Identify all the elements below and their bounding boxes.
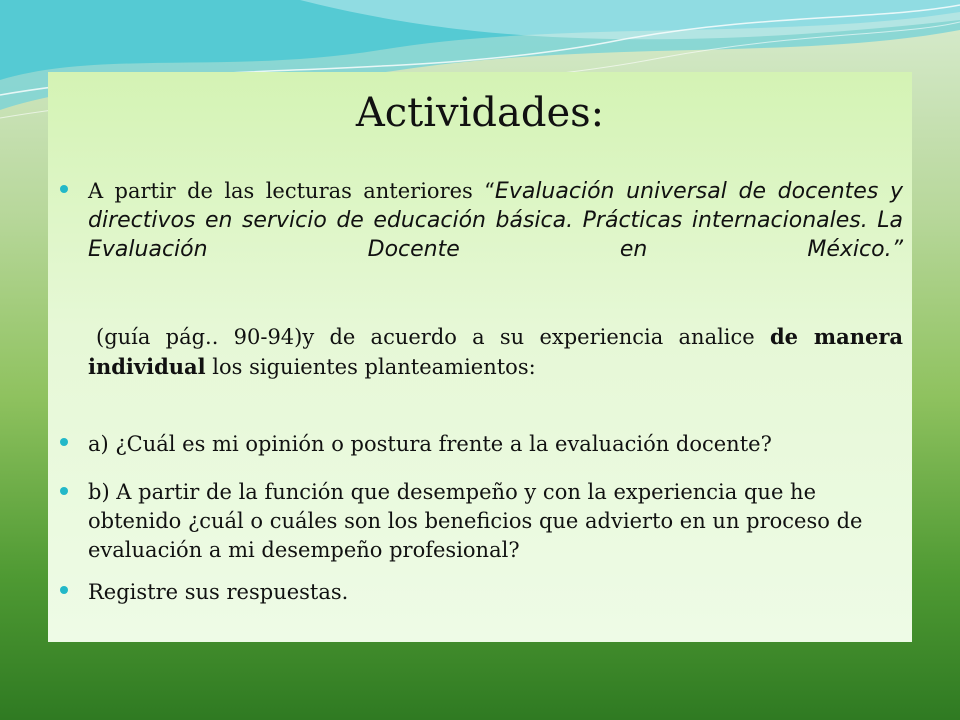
item-2-text: a) ¿Cuál es mi opinión o postura frente a la evaluación docente? <box>88 432 772 456</box>
bullet-icon <box>60 586 68 594</box>
bullet-icon <box>60 487 68 495</box>
bullet-icon <box>60 185 68 193</box>
item-3-text: b) A partir de la función que desempeño y con la experiencia que he obtenido ¿cuál o cuáles son los beneficios que advierto en un proceso de evaluación a mi desempeño profesional? <box>88 480 863 562</box>
item-1-text <box>88 177 903 264</box>
item-1-italic: Evaluación universal de docentes y directivos en servicio de educación básica. Prácticas internacionales. La Evaluación Docente en México.” <box>88 179 903 262</box>
content-panel <box>48 72 912 642</box>
item-1-cont-bold: de manera individual <box>88 324 903 379</box>
slide-title: Actividades: <box>355 90 605 136</box>
item-1-continuation <box>88 322 903 382</box>
item-1-cont-post: los siguientes planteamientos: <box>205 355 536 379</box>
item-1-cont-pre: (guía pág.. 90-94)y de acuerdo a su experiencia analice <box>96 325 770 349</box>
bullet-icon <box>60 438 68 446</box>
item-4-text: Registre sus respuestas. <box>88 580 349 604</box>
item-1-intro: A partir de las lecturas anteriores “ <box>88 179 495 203</box>
